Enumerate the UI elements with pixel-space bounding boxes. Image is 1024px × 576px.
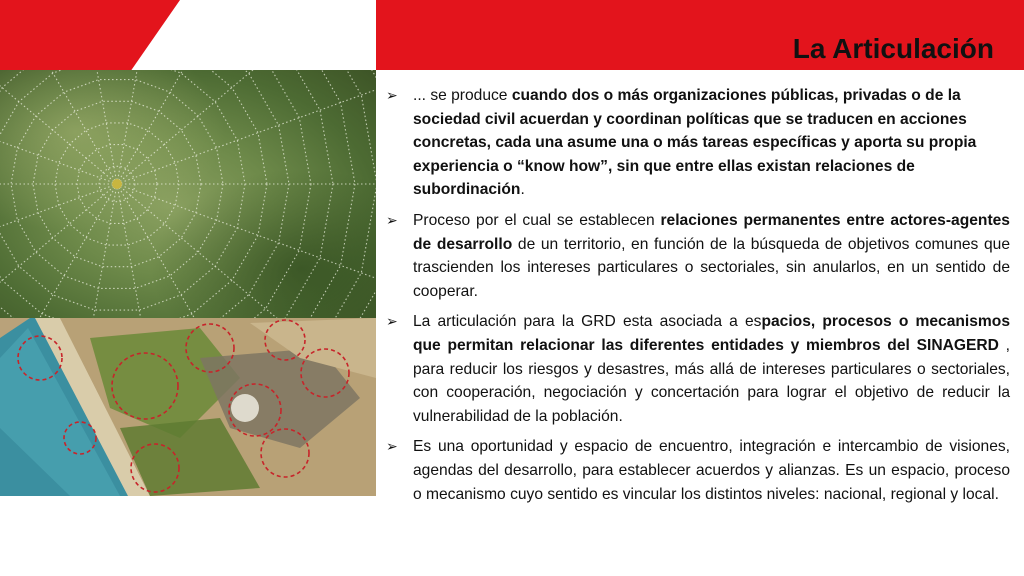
arrowhead-bullet-icon: ➢ — [386, 438, 398, 455]
arrowhead-bullet-icon: ➢ — [386, 313, 398, 330]
bullet-list — [386, 84, 1010, 513]
spider-icon — [112, 179, 122, 189]
bullet-text: , para reducir los riesgos y desastres, más allá de intereses particulares o sectoriales, con cooperación, negociación y concertación para lograr el objetivo de reducir la vulnerabilidad de la población. — [413, 336, 1010, 425]
bullet-item — [386, 435, 1010, 506]
bullet-text: . — [520, 181, 525, 199]
bullet-text: Es una oportunidad y espacio de encuentro, integración e intercambio de visiones, agendas del desarrollo, para establecer acuerdos y alianzas. Es un espacio, proceso o mecanismo cuyo sentido es vincular los distintos niveles: nacional, regional y local. — [413, 438, 1010, 503]
bullet-text: ... se produce — [413, 87, 512, 104]
aerial-city-map-photo — [0, 318, 376, 496]
bullet-text: Proceso por el cual se establecen — [413, 211, 661, 229]
bullet-text-bold: cuando dos o más organizaciones públicas, privadas o de la sociedad civil acuerdan y coordinan políticas que se traducen en acciones concretas, cada una asume una o más tareas específicas y aporta su propia experiencia o “know how”, sin que entre ellas existan relaciones de subordinación — [413, 87, 977, 199]
bullet-text: de un territorio, en función de la búsqueda de objetivos comunes que trascienden los intereses particulares o sectoriales, sin anularlos, en un sentido de cooperar. — [413, 235, 1010, 300]
spider-web-drawing — [0, 70, 376, 318]
aerial-map-drawing — [0, 318, 376, 496]
header-accent-left — [0, 0, 180, 70]
bullet-text-bold: pacios, procesos o mecanismos que permitan relacionar las diferentes entidades y miembros del SINAGERD — [413, 313, 1010, 354]
spider-web-photo — [0, 70, 376, 318]
slide-title: La Articulación — [792, 33, 994, 64]
bullet-item — [386, 84, 1010, 202]
bullet-text: La articulación para la GRD esta asociada a es — [413, 313, 762, 331]
bullet-text-bold: relaciones permanentes entre actores-agentes de desarrollo — [413, 211, 1010, 253]
arrowhead-bullet-icon: ➢ — [386, 211, 398, 228]
bullet-item — [386, 310, 1010, 428]
arrowhead-bullet-icon: ➢ — [386, 87, 398, 103]
bullet-item — [386, 209, 1010, 303]
